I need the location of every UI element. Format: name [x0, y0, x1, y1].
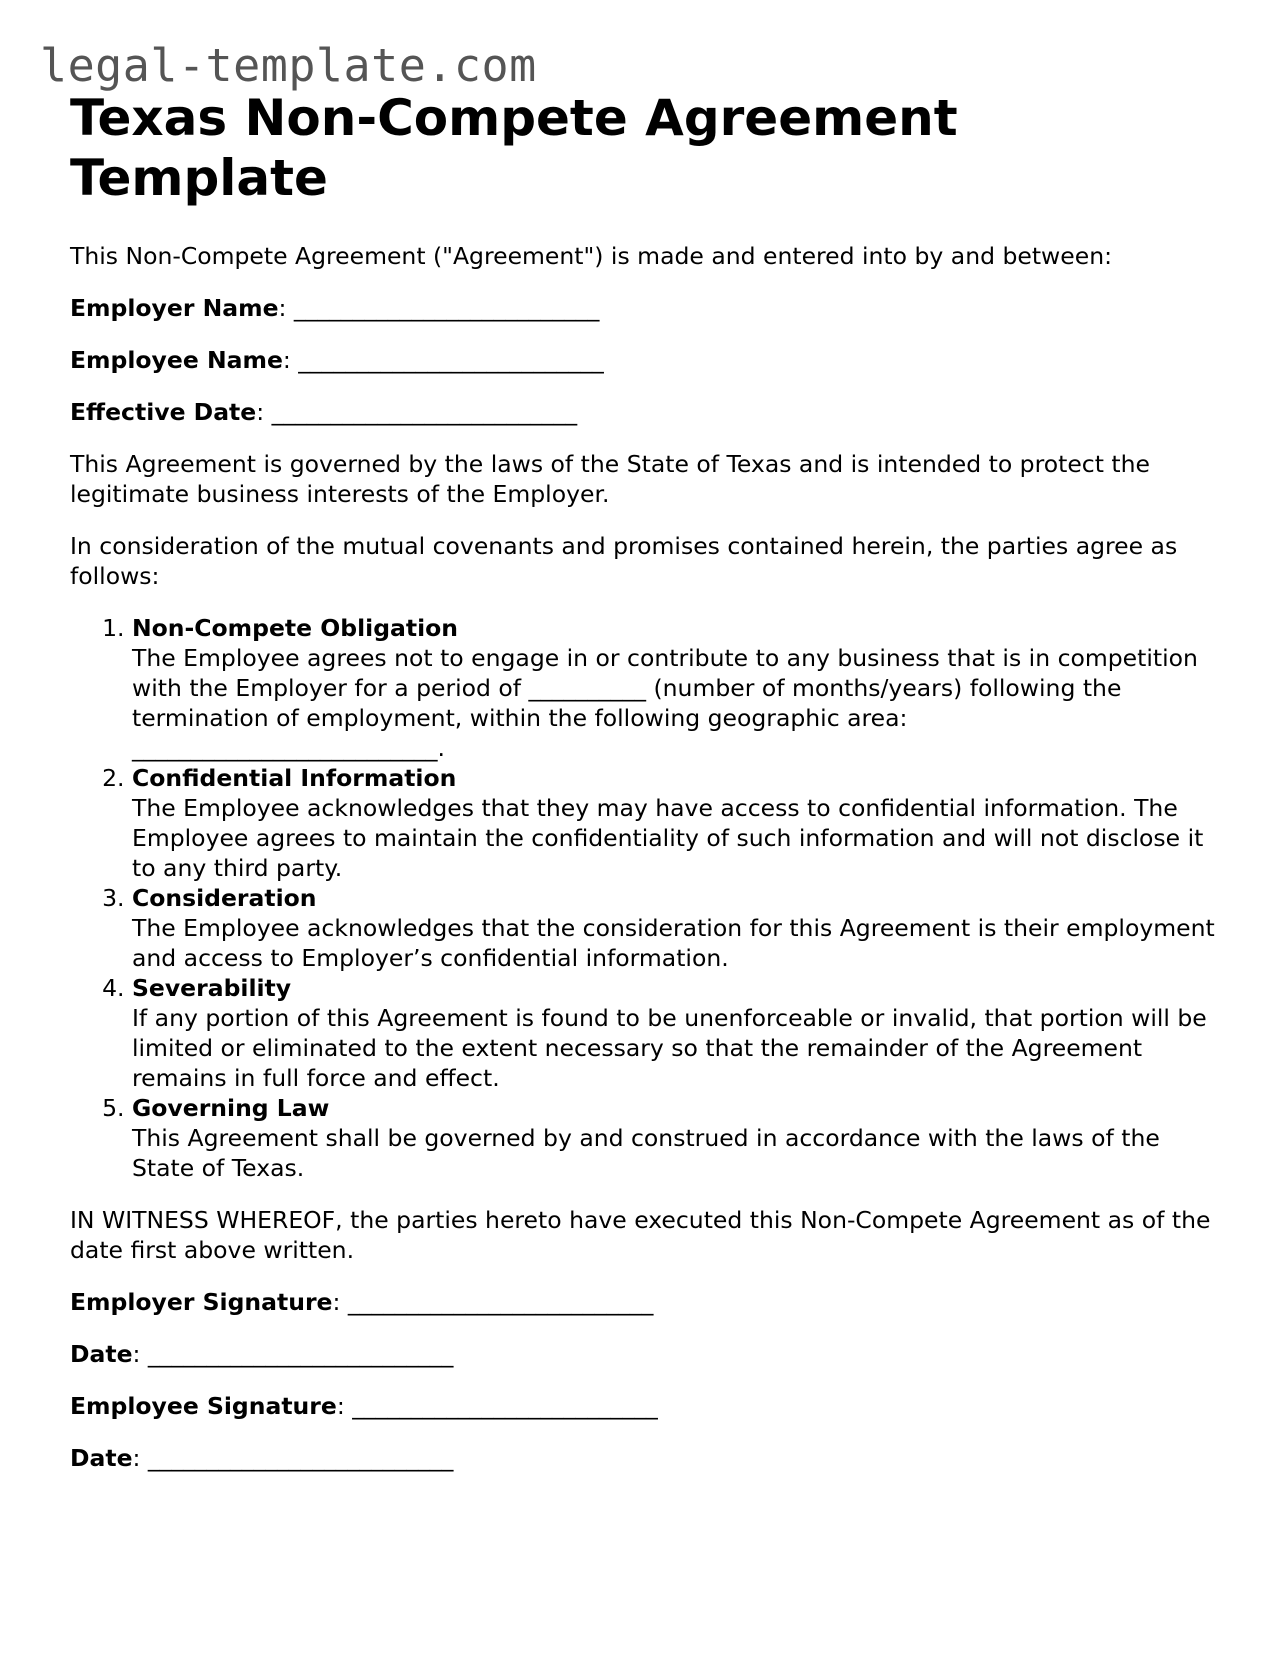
field-label: Employee Name	[70, 346, 283, 374]
clause-body: The Employee acknowledges that they may have access to confidential information. The Employee agrees to maintain the confidentiality of such information and will not disclose it to any third party.	[132, 794, 1204, 882]
clause-title: 5. Governing Law	[132, 1094, 330, 1122]
document-page	[70, 88, 1220, 1473]
clause-item	[132, 883, 1220, 973]
clause-body: If any portion of this Agreement is found to be unenforceable or invalid, that portion will be limited or eliminated to the extent necessary so that the remainder of the Agreement remains in full force and effect.	[132, 1004, 1207, 1092]
governing-paragraph: This Agreement is governed by the laws of the State of Texas and is intended to protect the legitimate business interests of the Employer.	[70, 450, 1150, 508]
clause-item	[132, 763, 1220, 883]
field-blank: : __________________________	[132, 1444, 454, 1472]
clause-list	[70, 613, 1220, 1183]
field-blank: : __________________________	[332, 1288, 654, 1316]
consideration-paragraph: In consideration of the mutual covenants and promises contained herein, the parties agree as follows:	[70, 532, 1178, 590]
field-blank: : __________________________	[282, 346, 604, 374]
employer-date-field	[70, 1339, 1220, 1369]
field-blank: : __________________________	[132, 1340, 454, 1368]
clause-title: 1. Non-Compete Obligation	[132, 614, 459, 642]
clause-body: The Employee acknowledges that the consideration for this Agreement is their employment and access to Employer’s confidential information.	[132, 914, 1215, 972]
clause-body: The Employee agrees not to engage in or contribute to any business that is in competition with the Employer for a period of __________ (number of months/years) following the termination of employment, within the following geographic area: __________________________.	[132, 644, 1198, 762]
field-blank: : __________________________	[278, 294, 600, 322]
field-label: Employee Signature	[70, 1392, 337, 1420]
clause-item	[132, 613, 1220, 763]
field-label: Date	[70, 1340, 133, 1368]
clause-title: 3. Consideration	[132, 884, 317, 912]
employer-signature-field	[70, 1287, 1220, 1317]
clause-body: This Agreement shall be governed by and construed in accordance with the laws of the State of Texas.	[132, 1124, 1160, 1182]
employee-signature-field	[70, 1391, 1220, 1421]
clause-title: 4. Severability	[132, 974, 292, 1002]
field-label: Effective Date	[70, 398, 257, 426]
field-label: Employer Name	[70, 294, 279, 322]
employer-name-field	[70, 293, 1220, 323]
clause-item	[132, 1093, 1220, 1183]
employee-name-field	[70, 345, 1220, 375]
field-blank: : __________________________	[256, 398, 578, 426]
effective-date-field	[70, 397, 1220, 427]
employee-date-field	[70, 1443, 1220, 1473]
clause-item	[132, 973, 1220, 1093]
field-label: Date	[70, 1444, 133, 1472]
document-title: Texas Non-Compete Agreement Template	[70, 89, 958, 207]
clause-title: 2. Confidential Information	[132, 764, 457, 792]
field-label: Employer Signature	[70, 1288, 333, 1316]
witness-paragraph: IN WITNESS WHEREOF, the parties hereto have executed this Non-Compete Agreement as of the date first above written.	[70, 1206, 1211, 1264]
watermark: legal-template.com	[40, 39, 537, 92]
intro-paragraph: This Non-Compete Agreement ("Agreement") is made and entered into by and between:	[70, 242, 1113, 270]
field-blank: : __________________________	[336, 1392, 658, 1420]
